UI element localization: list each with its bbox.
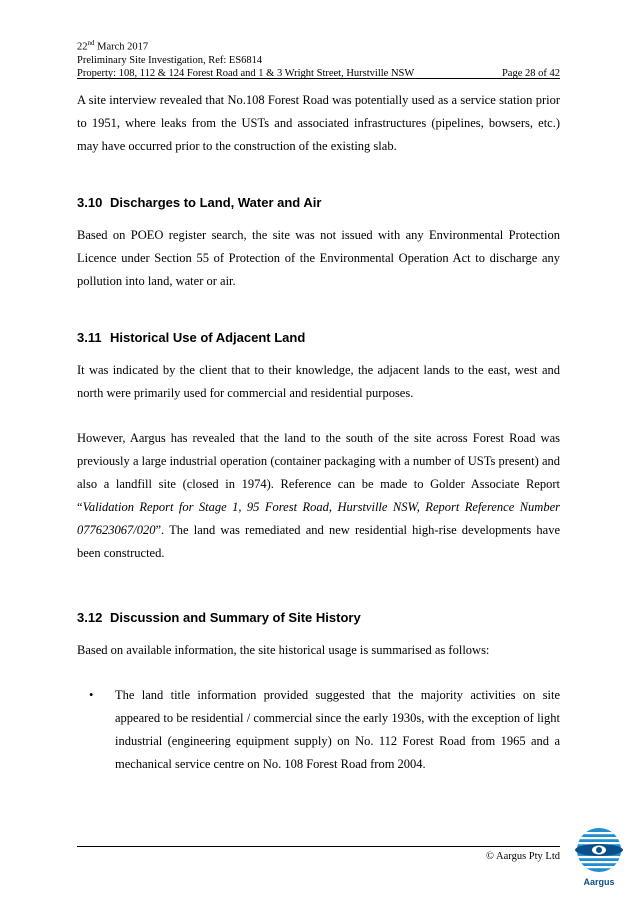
- section-number: 3.12: [77, 610, 103, 625]
- date-rest: March 2017: [94, 41, 149, 53]
- report-reference: Validation Report for Stage 1, 95 Forest Road, Hurstville NSW, Report Reference Number 077623067/020: [77, 500, 560, 537]
- header-date: [77, 37, 560, 54]
- adjacent-land-paragraph-1: It was indicated by the client that to their knowledge, the adjacent lands to the east, west and north were primarily used for commercial and residential purposes.: [77, 363, 560, 400]
- page-content: [77, 89, 560, 776]
- adjacent-land-paragraph-2: [77, 427, 560, 565]
- section-number: 3.10: [77, 195, 103, 210]
- section-heading-3-12: [77, 609, 560, 627]
- section-title: Discussion and Summary of Site History: [110, 610, 361, 625]
- page-header: [77, 37, 560, 80]
- footer-divider: [77, 846, 560, 847]
- section-heading-3-10: [77, 194, 560, 212]
- aargus-logo: [574, 826, 624, 888]
- bullet-icon: •: [89, 688, 94, 702]
- section-number: 3.11: [77, 330, 102, 345]
- footer-copyright: © Aargus Pty Ltd: [486, 851, 560, 862]
- logo-text: Aargus: [583, 877, 615, 887]
- section-title: Discharges to Land, Water and Air: [110, 195, 322, 210]
- header-divider: [77, 78, 560, 79]
- summary-intro-paragraph: Based on available information, the site historical usage is summarised as follows:: [77, 643, 490, 657]
- para-text-start: However, Aargus has revealed that the land to the south of the site across Forest Road was previously a large industrial operation (container packaging with a number of USTs present) and also a landfill site (closed in 1974). Reference can be made to Golder Associate Report “: [77, 431, 560, 514]
- date-suffix: nd: [87, 39, 95, 47]
- date-day: 22: [77, 41, 88, 53]
- header-property: Property: 108, 112 & 124 Forest Road and 1 & 3 Wright Street, Hurstville NSW: [77, 67, 415, 79]
- summary-bullet-list: [77, 684, 560, 776]
- page-number: Page 28 of 42: [501, 67, 560, 79]
- section-title: Historical Use of Adjacent Land: [110, 330, 306, 345]
- para-text-end: ”. The land was remediated and new residential high-rise developments have been constructed.: [77, 523, 560, 560]
- header-report-ref: Preliminary Site Investigation, Ref: ES6814: [77, 54, 263, 66]
- discharges-paragraph: Based on POEO register search, the site was not issued with any Environmental Protection Licence under Section 55 of Protection of the Environmental Operation Act to discharge any pollution into land, water or air.: [77, 228, 560, 288]
- intro-paragraph: A site interview revealed that No.108 Forest Road was potentially used as a service station prior to 1951, where leaks from the USTs and associated infrastructures (pipelines, bowsers, etc.) may have occurred prior to the construction of the existing slab.: [77, 93, 560, 153]
- section-heading-3-11: [77, 329, 560, 347]
- list-item: [77, 684, 560, 776]
- bullet-text: The land title information provided suggested that the majority activities on site appeared to be residential / commercial since the early 1930s, with the exception of light industrial (engineering equipment supply) on No. 112 Forest Road from 1965 and a mechanical service centre on No. 108 Forest Road from 2004.: [115, 688, 560, 771]
